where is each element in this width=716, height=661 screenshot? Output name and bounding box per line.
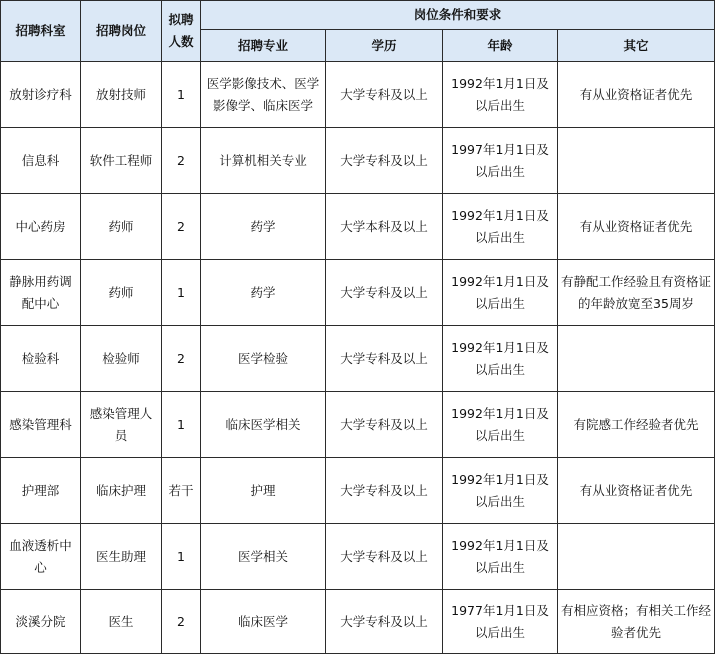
position-cell: 软件工程师	[81, 128, 162, 194]
age-cell: 1992年1月1日及以后出生	[443, 458, 558, 524]
count-cell: 2	[162, 194, 201, 260]
education-cell: 大学本科及以上	[326, 194, 443, 260]
other-cell	[558, 326, 715, 392]
count-cell: 1	[162, 260, 201, 326]
dept-cell: 护理部	[1, 458, 81, 524]
table-row	[1, 524, 715, 590]
education-cell: 大学专科及以上	[326, 524, 443, 590]
count-cell: 若干	[162, 458, 201, 524]
age-cell: 1992年1月1日及以后出生	[443, 260, 558, 326]
position-cell: 临床护理	[81, 458, 162, 524]
other-cell	[558, 524, 715, 590]
header-other: 其它	[558, 30, 715, 62]
dept-cell: 静脉用药调配中心	[1, 260, 81, 326]
education-cell: 大学专科及以上	[326, 128, 443, 194]
count-cell: 1	[162, 392, 201, 458]
count-cell: 1	[162, 62, 201, 128]
other-cell: 有相应资格；有相关工作经验者优先	[558, 590, 715, 654]
major-cell: 临床医学相关	[201, 392, 326, 458]
education-cell: 大学专科及以上	[326, 458, 443, 524]
major-cell: 医学检验	[201, 326, 326, 392]
count-cell: 1	[162, 524, 201, 590]
table-row	[1, 458, 715, 524]
age-cell: 1992年1月1日及以后出生	[443, 194, 558, 260]
age-cell: 1992年1月1日及以后出生	[443, 524, 558, 590]
dept-cell: 检验科	[1, 326, 81, 392]
education-cell: 大学专科及以上	[326, 590, 443, 654]
dept-cell: 放射诊疗科	[1, 62, 81, 128]
dept-cell: 中心药房	[1, 194, 81, 260]
age-cell: 1992年1月1日及以后出生	[443, 392, 558, 458]
header-count: 拟聘人数	[162, 1, 201, 62]
table-row	[1, 260, 715, 326]
education-cell: 大学专科及以上	[326, 260, 443, 326]
age-cell: 1992年1月1日及以后出生	[443, 326, 558, 392]
other-cell	[558, 128, 715, 194]
major-cell: 药学	[201, 194, 326, 260]
dept-cell: 感染管理科	[1, 392, 81, 458]
other-cell: 有院感工作经验者优先	[558, 392, 715, 458]
education-cell: 大学专科及以上	[326, 62, 443, 128]
dept-cell: 信息科	[1, 128, 81, 194]
header-dept: 招聘科室	[1, 1, 81, 62]
position-cell: 医生	[81, 590, 162, 654]
position-cell: 放射技师	[81, 62, 162, 128]
table-body	[1, 62, 715, 654]
age-cell: 1977年1月1日及以后出生	[443, 590, 558, 654]
major-cell: 临床医学	[201, 590, 326, 654]
header-position: 招聘岗位	[81, 1, 162, 62]
major-cell: 护理	[201, 458, 326, 524]
major-cell: 计算机相关专业	[201, 128, 326, 194]
count-cell: 2	[162, 128, 201, 194]
major-cell: 药学	[201, 260, 326, 326]
other-cell: 有从业资格证者优先	[558, 194, 715, 260]
position-cell: 药师	[81, 260, 162, 326]
header-major: 招聘专业	[201, 30, 326, 62]
major-cell: 医学相关	[201, 524, 326, 590]
table-row	[1, 326, 715, 392]
position-cell: 医生助理	[81, 524, 162, 590]
table-row	[1, 62, 715, 128]
other-cell: 有从业资格证者优先	[558, 62, 715, 128]
other-cell: 有从业资格证者优先	[558, 458, 715, 524]
table-row	[1, 392, 715, 458]
table-row	[1, 590, 715, 654]
age-cell: 1997年1月1日及以后出生	[443, 128, 558, 194]
education-cell: 大学专科及以上	[326, 392, 443, 458]
header-age: 年龄	[443, 30, 558, 62]
dept-cell: 血液透析中心	[1, 524, 81, 590]
count-cell: 2	[162, 326, 201, 392]
count-cell: 2	[162, 590, 201, 654]
table-row	[1, 194, 715, 260]
age-cell: 1992年1月1日及以后出生	[443, 62, 558, 128]
position-cell: 检验师	[81, 326, 162, 392]
position-cell: 感染管理人员	[81, 392, 162, 458]
major-cell: 医学影像技术、医学影像学、临床医学	[201, 62, 326, 128]
dept-cell: 淡溪分院	[1, 590, 81, 654]
education-cell: 大学专科及以上	[326, 326, 443, 392]
table-header	[1, 1, 715, 62]
header-conditions: 岗位条件和要求	[201, 1, 715, 30]
table-row	[1, 128, 715, 194]
other-cell: 有静配工作经验且有资格证的年龄放宽至35周岁	[558, 260, 715, 326]
header-education: 学历	[326, 30, 443, 62]
position-cell: 药师	[81, 194, 162, 260]
